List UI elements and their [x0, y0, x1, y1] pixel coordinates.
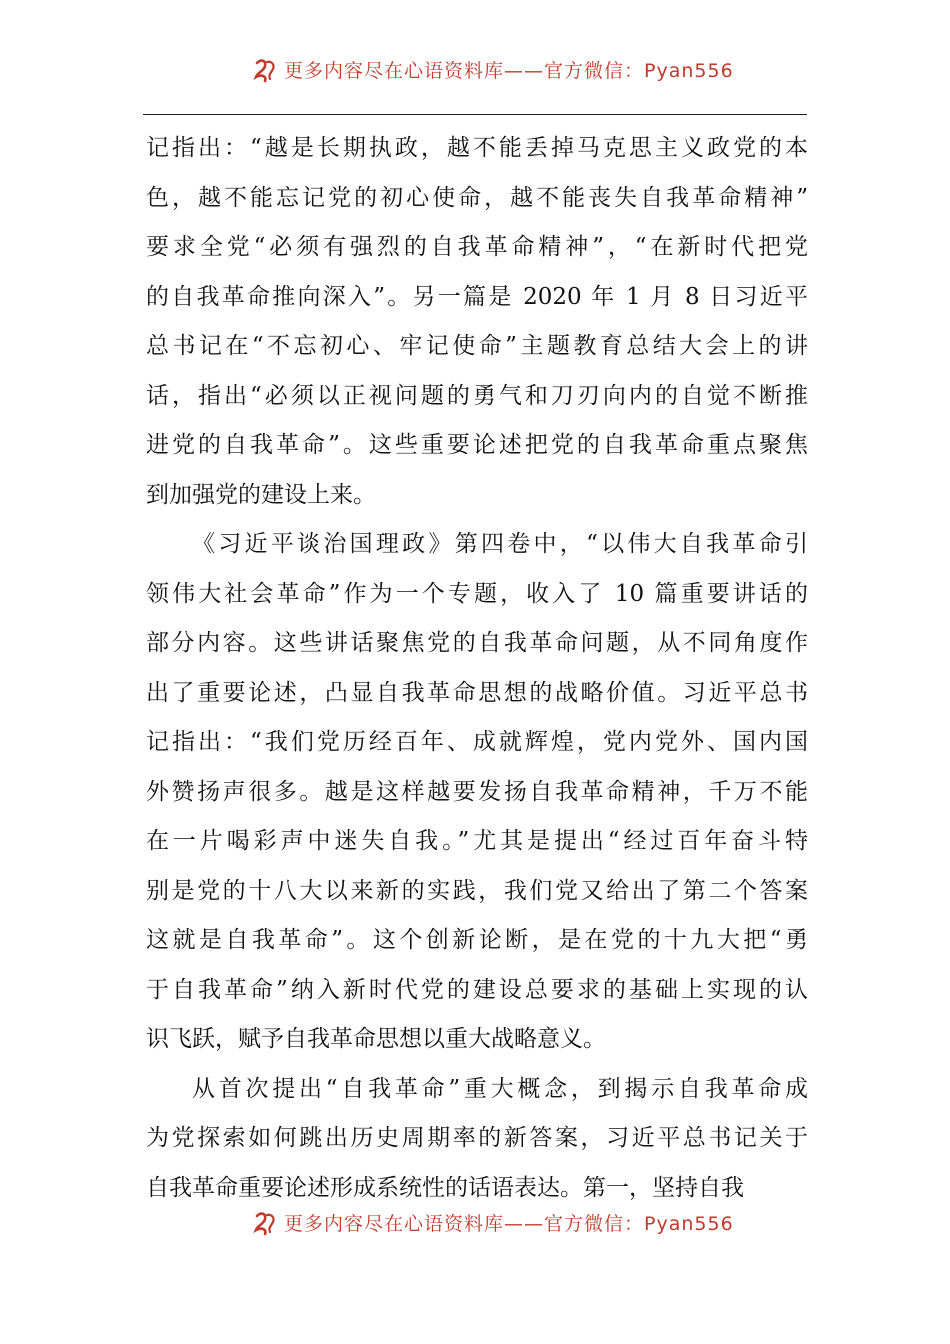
paragraph [146, 124, 808, 520]
text-line: 识飞跃，赋予自我革命思想以重大战略意义。 [146, 1026, 606, 1052]
logo-icon [252, 57, 278, 83]
text-line: 为党探索如何跳出历史周期率的新答案，习近平总书记关于 [146, 1125, 808, 1151]
document-body [146, 124, 808, 1213]
text-line: 总书记在“不忘初心、牢记使命”主题教育总结大会上的讲 [146, 333, 808, 359]
text-line: 《习近平谈治国理政》第四卷中，“以伟大自我革命引 [192, 531, 808, 557]
watermark-text: 更多内容尽在心语资料库——官方微信：Pyan556 [284, 60, 734, 82]
text-line: 从首次提出“自我革命”重大概念，到揭示自我革命成 [192, 1075, 808, 1102]
text-line: 话，指出“必须以正视问题的勇气和刀刃向内的自觉不断推 [146, 382, 808, 409]
logo-icon [252, 1210, 278, 1236]
paragraph [146, 520, 808, 1065]
text-line: 记指出：“越是长期执政，越不能丢掉马克思主义政党的本 [146, 135, 808, 161]
text-line: 这就是自我革命”。这个创新论断，是在党的十九大把“勇 [146, 927, 808, 953]
text-line: 色，越不能忘记党的初心使命，越不能丧失自我革命精神” [146, 184, 808, 211]
text-line: 到加强党的建设上来。 [146, 481, 376, 508]
text-line: 自我革命重要论述形成系统性的话语表达。第一，坚持自我 [146, 1174, 744, 1201]
text-line: 别是党的十八大以来新的实践，我们党又给出了第二个答案 [146, 877, 808, 904]
footer-watermark [0, 1203, 950, 1243]
text-line: 于自我革命”纳入新时代党的建设总要求的基础上实现的认 [146, 976, 808, 1003]
header-watermark [0, 50, 950, 90]
text-line: 进党的自我革命”。这些重要论述把党的自我革命重点聚焦 [146, 432, 808, 458]
text-line: 外赞扬声很多。越是这样越要发扬自我革命精神，千万不能 [146, 778, 808, 805]
paragraph [146, 1065, 808, 1214]
header-divider [143, 114, 807, 115]
text-line: 领伟大社会革命”作为一个专题，收入了 10 篇重要讲话的 [146, 580, 808, 607]
text-line: 要求全党“必须有强烈的自我革命精神”，“在新时代把党 [146, 234, 808, 260]
text-line: 部分内容。这些讲话聚焦党的自我革命问题，从不同角度作 [146, 630, 808, 656]
text-line: 出了重要论述，凸显自我革命思想的战略价值。习近平总书 [146, 679, 808, 706]
text-line: 在一片喝彩声中迷失自我。”尤其是提出“经过百年奋斗特 [146, 828, 808, 854]
text-line: 记指出：“我们党历经百年、成就辉煌，党内党外、国内国 [146, 729, 808, 755]
text-line: 的自我革命推向深入”。另一篇是 2020 年 1 月 8 日习近平 [146, 283, 808, 310]
watermark-text: 更多内容尽在心语资料库——官方微信：Pyan556 [284, 1213, 734, 1235]
